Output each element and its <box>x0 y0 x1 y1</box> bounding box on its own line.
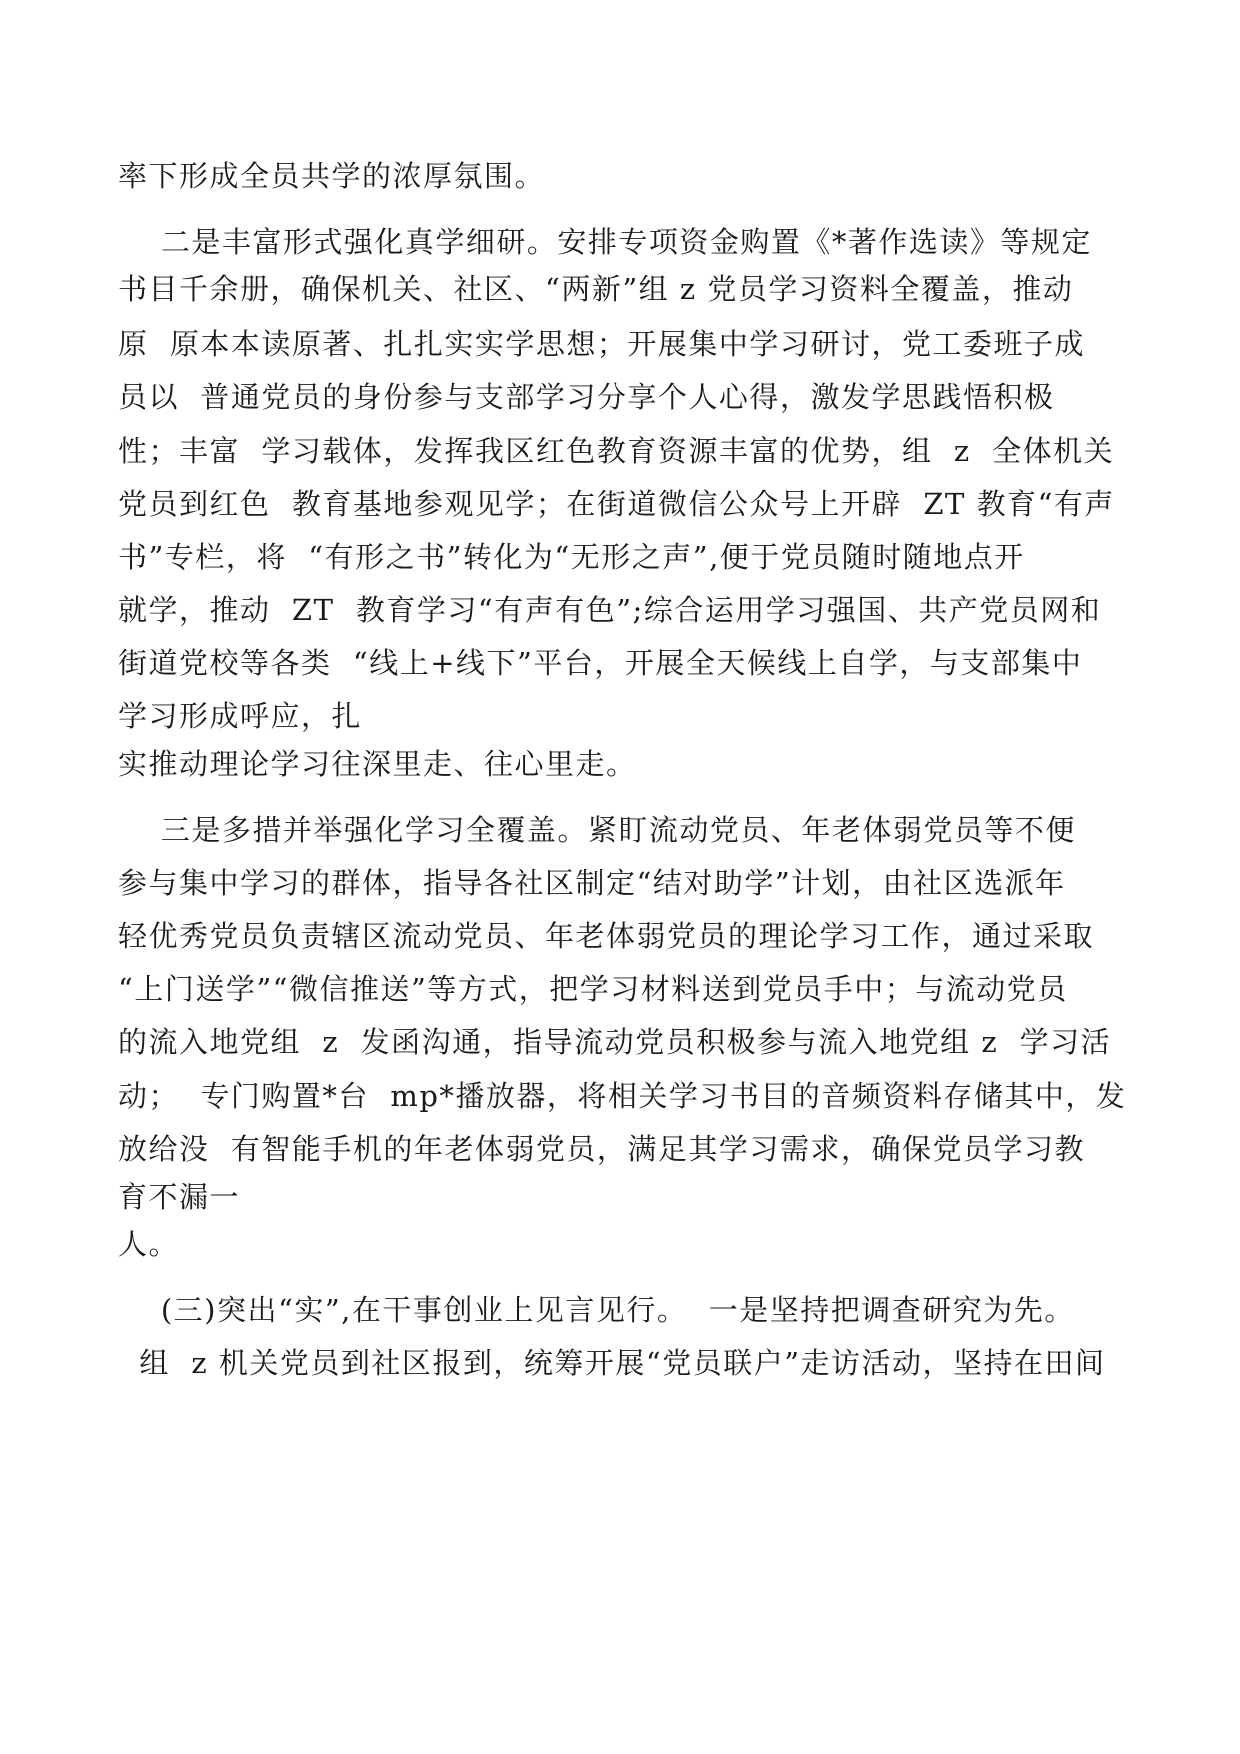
text-line: 轻优秀党员负责辖区流动党员、年老体弱党员的理论学习工作，通过采取 <box>118 919 1095 953</box>
text-line: 二是丰富形式强化真学细研。安排专项资金购置《*著作选读》等规定 <box>118 225 1092 259</box>
text-line: 员以 普通党员的身份参与支部学习分享个人心得，激发学思践悟积极 <box>118 380 1055 414</box>
text-line: 人。 <box>118 1227 180 1261</box>
text-line: “上门送学”“微信推送”等方式，把学习材料送到党员手中；与流动党员 <box>118 972 1068 1006</box>
text-line: 动； 专门购置*台 mp*播放器，将相关学习书目的音频资料存储其中，发 <box>118 1079 1127 1113</box>
text-line: 的流入地党组 z 发函沟通，指导流动党员积极参与流入地党组 z 学习活 <box>118 1025 1112 1059</box>
text-line: 育不漏一 <box>118 1180 241 1214</box>
text-line: 书目千余册，确保机关、社区、“两新”组 z 党员学习资料全覆盖，推动 <box>118 272 1074 306</box>
text-line: 原 原本本读原著、扎扎实实学思想；开展集中学习研讨，党工委班子成 <box>118 327 1085 361</box>
text-line: 组 z 机关党员到社区报到，统筹开展“党员联户”走访活动，坚持在田间 <box>118 1346 1106 1380</box>
text-line: (三)突出“实”,在干事创业上见言见行。 一是坚持把调查研究为先。 <box>118 1293 1075 1327</box>
text-line: 书”专栏，将 “有形之书”转化为“无形之声”,便于党员随时随地点开 <box>118 540 1025 574</box>
text-line: 参与集中学习的群体，指导各社区制定“结对助学”计划，由社区选派年 <box>118 866 1066 900</box>
text-line: 放给没 有智能手机的年老体弱党员，满足其学习需求，确保党员学习教 <box>118 1132 1085 1166</box>
text-line: 实推动理论学习往深里走、往心里走。 <box>118 747 637 781</box>
text-line: 三是多措并举强化学习全覆盖。紧盯流动党员、年老体弱党员等不便 <box>118 813 1076 847</box>
text-line: 率下形成全员共学的浓厚氛围。 <box>118 159 546 193</box>
text-line: 街道党校等各类 “线上+线下”平台，开展全天候线上自学，与支部集中 <box>118 646 1083 680</box>
text-line: 性；丰富 学习载体，发挥我区红色教育资源丰富的优势，组 z 全体机关 <box>118 434 1115 468</box>
text-line: 就学，推动 ZT 教育学习“有声有色”;综合运用学习强国、共产党员网和 <box>118 593 1102 627</box>
text-line: 党员到红色 教育基地参观见学；在街道微信公众号上开辟 ZT 教育“有声 <box>118 487 1115 521</box>
text-line: 学习形成呼应，扎 <box>118 699 363 733</box>
